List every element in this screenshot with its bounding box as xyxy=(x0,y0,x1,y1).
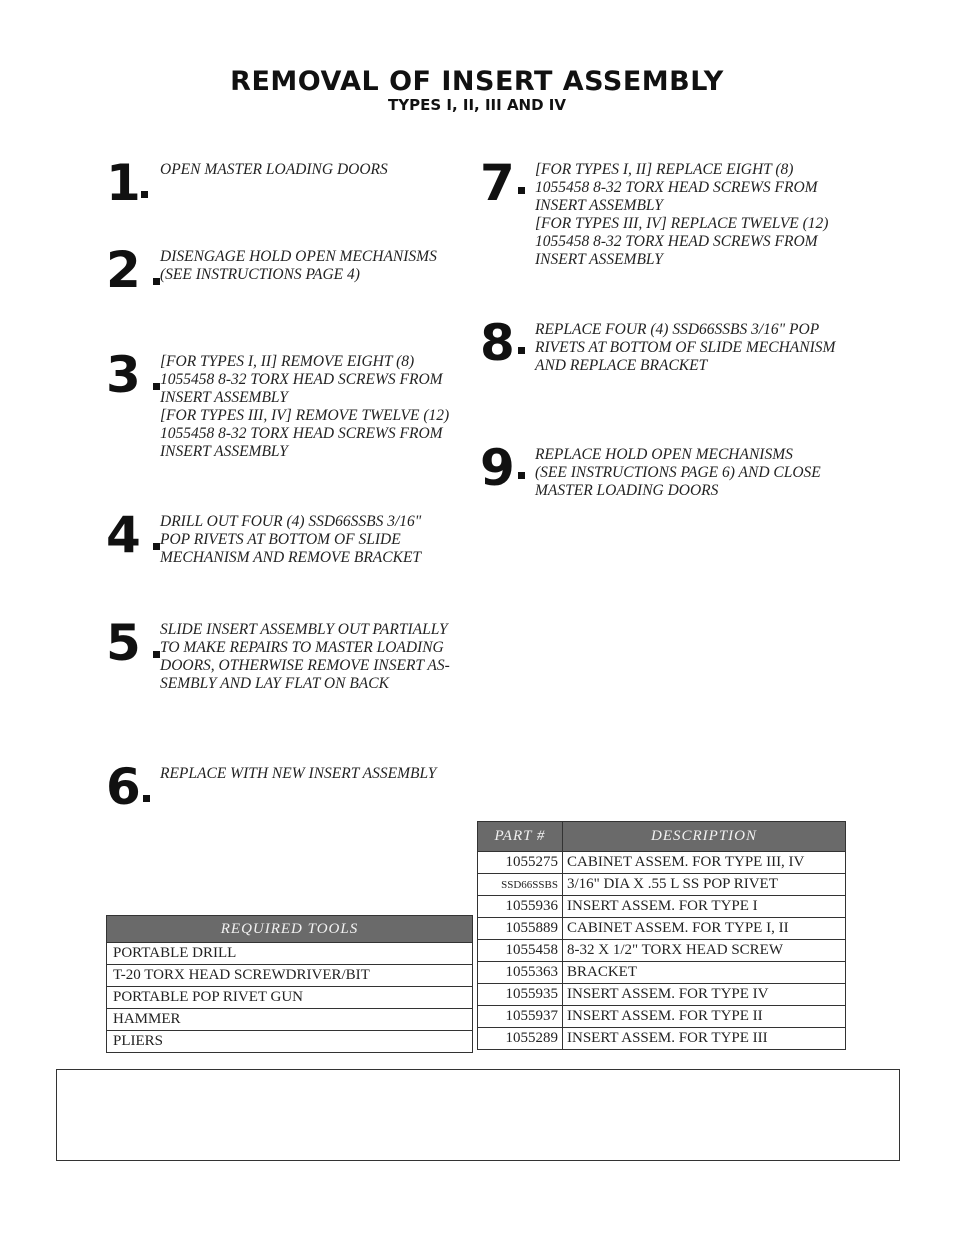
step-number: 9 xyxy=(480,439,515,497)
notes-box xyxy=(56,1069,900,1161)
column-header-part: PART # xyxy=(478,822,563,852)
step-text: [FOR TYPES I, II] REMOVE EIGHT (8) 1055458 8-32 TORX HEAD SCREWS FROM INSERT ASSEMBLY [FOR TYPES III, IV] REMOVE TWELVE (12) 1055458 8-32 TORX HEAD SCREWS FROM INSERT ASSEMBLY xyxy=(160,353,450,460)
step-number: 4 xyxy=(106,506,141,564)
table-row xyxy=(478,984,846,1006)
step-text: OPEN MASTER LOADING DOORS xyxy=(160,161,388,178)
part-description: CABINET ASSEM. FOR TYPE III, IV xyxy=(563,852,846,874)
part-description: INSERT ASSEM. FOR TYPE I xyxy=(563,896,846,918)
step-text: REPLACE HOLD OPEN MECHANISMS (SEE INSTRUCTIONS PAGE 6) AND CLOSE MASTER LOADING DOORS xyxy=(535,446,821,499)
table-row xyxy=(107,1009,473,1031)
step-bullet xyxy=(143,795,150,802)
part-number: 1055935 xyxy=(478,984,563,1006)
step-bullet xyxy=(153,383,160,390)
step-bullet xyxy=(141,191,148,198)
table-row xyxy=(107,943,473,965)
step-bullet xyxy=(153,278,160,285)
part-number: 1055937 xyxy=(478,1006,563,1028)
step-number: 3 xyxy=(106,346,141,404)
part-description: 3/16" DIA X .55 L SS POP RIVET xyxy=(563,874,846,896)
part-description: INSERT ASSEM. FOR TYPE IV xyxy=(563,984,846,1006)
table-row xyxy=(478,962,846,984)
step-bullet xyxy=(518,187,525,194)
table-row xyxy=(478,1028,846,1050)
part-number: 1055275 xyxy=(478,852,563,874)
part-description: INSERT ASSEM. FOR TYPE III xyxy=(563,1028,846,1050)
step-bullet xyxy=(153,651,160,658)
tool-item: PLIERS xyxy=(107,1031,473,1053)
step-number: 8 xyxy=(480,314,515,372)
required-tools-table xyxy=(106,915,473,1053)
tools-table-header xyxy=(107,916,473,943)
part-description: CABINET ASSEM. FOR TYPE I, II xyxy=(563,918,846,940)
part-description: 8-32 X 1/2" TORX HEAD SCREW xyxy=(563,940,846,962)
table-row xyxy=(107,965,473,987)
step-number: 7 xyxy=(480,154,515,212)
part-number: 1055936 xyxy=(478,896,563,918)
table-row xyxy=(478,896,846,918)
table-row xyxy=(107,987,473,1009)
table-row xyxy=(478,918,846,940)
step-text: DISENGAGE HOLD OPEN MECHANISMS (SEE INSTRUCTIONS PAGE 4) xyxy=(160,248,437,283)
part-number: 1055889 xyxy=(478,918,563,940)
step-bullet xyxy=(153,543,160,550)
step-number: 6 xyxy=(106,758,141,816)
table-row xyxy=(107,1031,473,1053)
step-text: REPLACE WITH NEW INSERT ASSEMBLY xyxy=(160,765,437,782)
tool-item: PORTABLE DRILL xyxy=(107,943,473,965)
table-row xyxy=(478,874,846,896)
part-number: 1055363 xyxy=(478,962,563,984)
table-row xyxy=(478,852,846,874)
step-text: REPLACE FOUR (4) SSD66SSBS 3/16" POP RIVETS AT BOTTOM OF SLIDE MECHANISM AND REPLACE BRACKET xyxy=(535,321,836,374)
table-row xyxy=(478,940,846,962)
step-number: 2 xyxy=(106,241,141,299)
page-title: REMOVAL OF INSERT ASSEMBLY xyxy=(230,66,724,97)
step-text: SLIDE INSERT ASSEMBLY OUT PARTIALLY TO MAKE REPAIRS TO MASTER LOADING DOORS, OTHERWISE REMOVE INSERT AS- SEMBLY AND LAY FLAT ON BACK xyxy=(160,621,450,692)
table-row xyxy=(478,1006,846,1028)
step-bullet xyxy=(518,347,525,354)
part-number: SSD66SSBS xyxy=(478,874,563,896)
column-header-description: DESCRIPTION xyxy=(563,822,846,852)
part-description: BRACKET xyxy=(563,962,846,984)
step-text: DRILL OUT FOUR (4) SSD66SSBS 3/16" POP RIVETS AT BOTTOM OF SLIDE MECHANISM AND REMOVE BRACKET xyxy=(160,513,422,566)
step-text: [FOR TYPES I, II] REPLACE EIGHT (8) 1055458 8-32 TORX HEAD SCREWS FROM INSERT ASSEMBLY [FOR TYPES III, IV] REPLACE TWELVE (12) 1055458 8-32 TORX HEAD SCREWS FROM INSERT ASSEMBLY xyxy=(535,161,829,268)
tool-item: T-20 TORX HEAD SCREWDRIVER/BIT xyxy=(107,965,473,987)
step-number: 5 xyxy=(106,614,141,672)
tool-item: HAMMER xyxy=(107,1009,473,1031)
step-bullet xyxy=(518,472,525,479)
part-description: INSERT ASSEM. FOR TYPE II xyxy=(563,1006,846,1028)
page-subtitle: TYPES I, II, III AND IV xyxy=(388,96,566,114)
parts-table xyxy=(477,821,846,1050)
parts-table-header xyxy=(478,822,846,852)
part-number: 1055289 xyxy=(478,1028,563,1050)
column-header-required-tools: REQUIRED TOOLS xyxy=(107,916,473,943)
tool-item: PORTABLE POP RIVET GUN xyxy=(107,987,473,1009)
part-number: 1055458 xyxy=(478,940,563,962)
step-number: 1 xyxy=(106,154,141,212)
